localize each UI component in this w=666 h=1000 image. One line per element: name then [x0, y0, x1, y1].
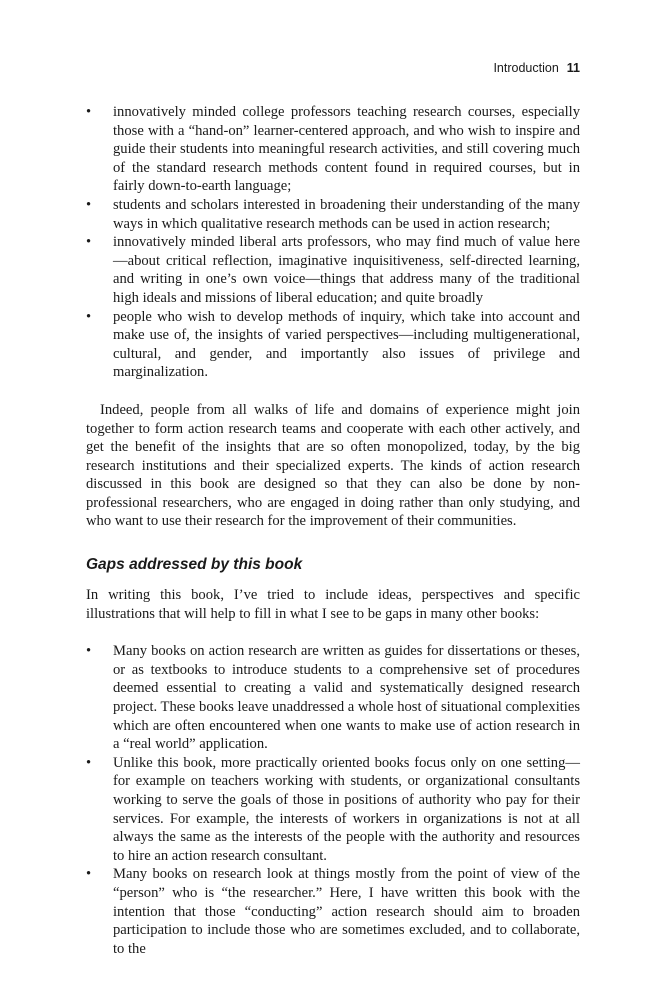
list-item	[86, 103, 580, 196]
audience-bullet-list	[86, 103, 580, 382]
section-intro-paragraph: In writing this book, I’ve tried to include ideas, perspectives and specific illustrations that will help to fill in what I see to be gaps in many other books:	[86, 587, 580, 622]
list-item	[86, 754, 580, 866]
bullet-icon: •	[86, 754, 92, 771]
list-item	[86, 196, 580, 233]
list-item-text: Many books on research look at things mostly from the point of view of the “person” who is “the researcher.” Here, I have written this book with the intention that those “conducting” action research should aim to broaden participation to include those who are sometimes excluded, and to collaborate, to the	[113, 866, 580, 957]
list-item-text: innovatively minded liberal arts professors, who may find much of value here—about critical reflection, imaginative inquisitiveness, self-directed learning, and writing in one’s own voice—things that address many of the traditional high ideals and missions of liberal education; and quite broadly	[113, 234, 580, 306]
list-item	[86, 233, 580, 307]
list-item-text: students and scholars interested in broadening their understanding of the many ways in which qualitative research methods can be used in action research;	[113, 196, 580, 232]
list-item	[86, 865, 580, 958]
list-item	[86, 308, 580, 382]
bullet-icon: •	[86, 104, 92, 120]
list-item-text: people who wish to develop methods of inquiry, which take into account and make use of, the insights of varied perspectives—including multigenerational, cultural, and gender, and importantly also issues of privilege and marginalization.	[113, 308, 580, 381]
running-header-title: Introduction	[493, 61, 559, 75]
bullet-icon: •	[86, 196, 92, 213]
list-item-text: Many books on action research are written as guides for dissertations or theses, or as textbooks to introduce students to a comprehensive set of procedures deemed essential to creating a valid and systematically designed research project. These books leave unaddressed a whole host of situational complexities which are often encountered when one wants to make use of action research in a “real world” application.	[113, 643, 581, 753]
page-number: 11	[566, 61, 580, 75]
running-header	[493, 61, 580, 75]
gaps-bullet-list	[86, 642, 580, 958]
bullet-icon: •	[86, 234, 92, 251]
list-item	[86, 642, 580, 754]
section-heading: Gaps addressed by this book	[86, 556, 303, 574]
body-paragraph: Indeed, people from all walks of life and domains of experience might join together to form action research teams and cooperate with each other actively, and get the benefit of the insights that are so often monopolized, today, by the big research institutions and their specialized experts. The kinds of action research discussed in this book are designed so that they can also be done by non-professional researchers, who are engaged in doing rather than only studying, and who want to use their research for the improvement of their communities.	[86, 401, 580, 530]
list-item-text: innovatively minded college professors teaching research courses, especially those with a “hand-on” learner-centered approach, and who wish to inspire and guide their students into meaningful research activities, and still covering much of the standard research methods content found in required courses, but in fairly down-to-earth language;	[113, 104, 580, 195]
bullet-icon: •	[86, 866, 92, 883]
page-body	[86, 103, 580, 958]
bullet-icon: •	[86, 643, 92, 660]
list-item-text: Unlike this book, more practically oriented books focus only on one setting—for example on teachers working with students, or organizational consultants working to serve the goals of those in positions of authority who pay for their services. For example, the interests of workers in organizations is not at all always the same as the interests of the people with the authority and resources to hire an action research consultant.	[113, 754, 580, 864]
bullet-icon: •	[86, 308, 92, 325]
